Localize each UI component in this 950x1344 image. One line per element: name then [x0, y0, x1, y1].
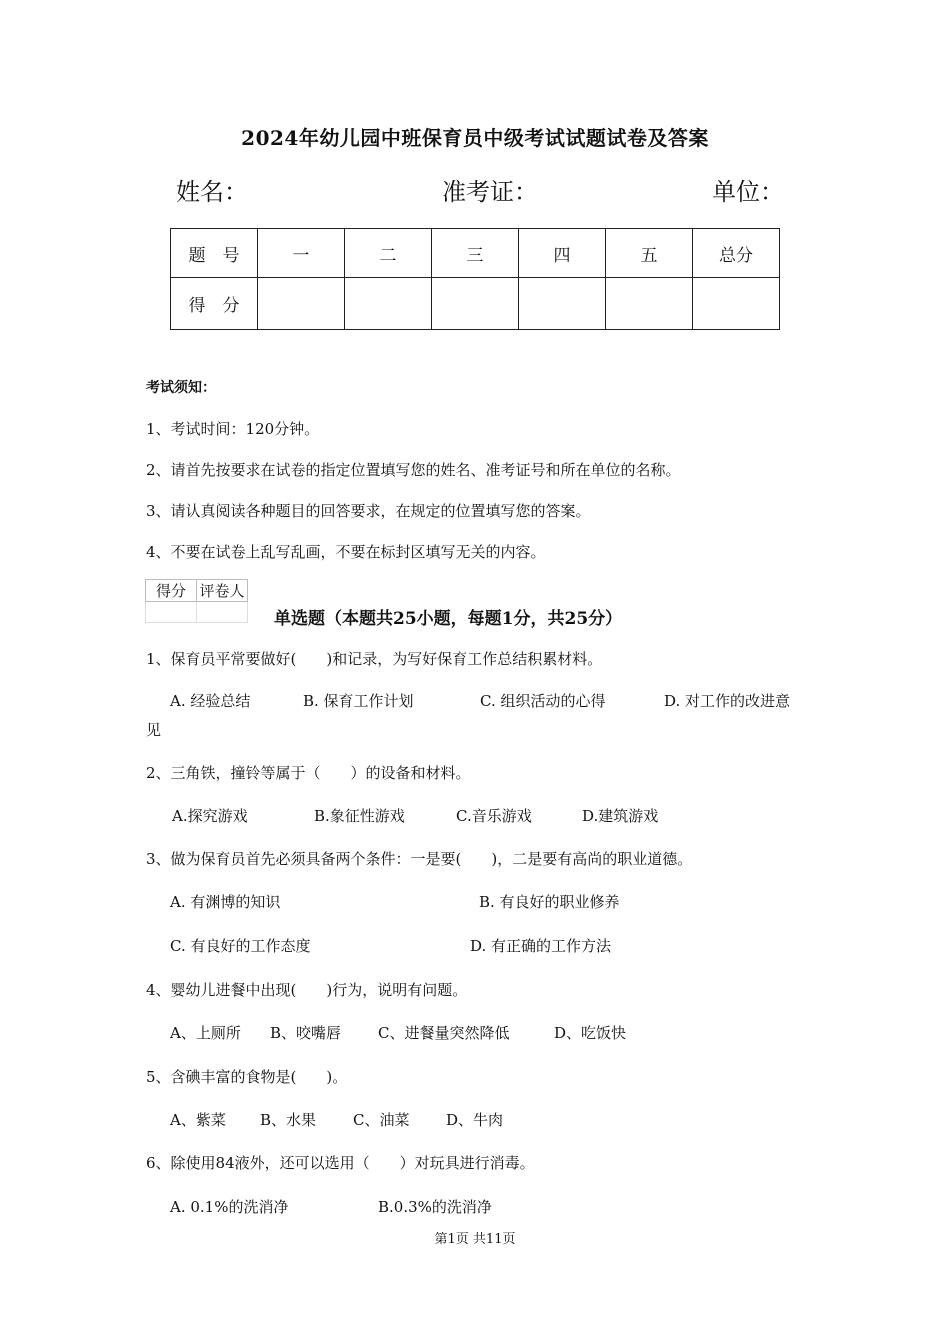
question-6-stem: 6、除使用84液外，还可以选用（ ）对玩具进行消毒。 — [146, 1154, 535, 1172]
question-4-option-c: C、进餐量突然降低 — [378, 1024, 510, 1042]
notice-item-4: 4、不要在试卷上乱写乱画，不要在标封区填写无关的内容。 — [146, 543, 546, 561]
grader-box — [145, 579, 248, 623]
header-cell-1: 一 — [258, 229, 345, 278]
question-4-option-d: D、吃饭快 — [554, 1024, 627, 1042]
score-row-label: 得 分 — [171, 278, 258, 330]
score-cell[interactable] — [258, 278, 345, 330]
score-cell[interactable] — [519, 278, 606, 330]
notice-item-3: 3、请认真阅读各种题目的回答要求，在规定的位置填写您的答案。 — [146, 502, 591, 520]
header-cell-5: 五 — [606, 229, 693, 278]
question-5-option-b: B、水果 — [260, 1111, 317, 1129]
header-cell-total: 总分 — [693, 229, 780, 278]
unit-field-label: 单位： — [712, 178, 784, 206]
question-5-option-a: A、紫菜 — [170, 1111, 226, 1129]
question-5-option-d: D、牛肉 — [446, 1111, 504, 1129]
document-title: 2024年幼儿园中班保育员中级考试试题试卷及答案 — [241, 126, 709, 150]
score-table — [170, 228, 780, 330]
notice-item-2: 2、请首先按要求在试卷的指定位置填写您的姓名、准考证号和所在单位的名称。 — [146, 461, 681, 479]
header-cell-3: 三 — [432, 229, 519, 278]
page-footer: 第1页 共11页 — [434, 1232, 516, 1247]
score-cell-total[interactable] — [693, 278, 780, 330]
grader-score-cell[interactable] — [146, 602, 197, 623]
grader-score-label: 得分 — [146, 580, 197, 602]
grader-name-cell[interactable] — [197, 602, 248, 623]
question-4-option-b: B、咬嘴唇 — [270, 1024, 342, 1042]
header-cell-4: 四 — [519, 229, 606, 278]
score-cell[interactable] — [345, 278, 432, 330]
question-5-option-c: C、油菜 — [353, 1111, 410, 1129]
header-cell-2: 二 — [345, 229, 432, 278]
question-1-option-a: A. 经验总结 — [170, 692, 251, 710]
question-1-option-d-wrap: 见 — [146, 721, 162, 739]
question-4-option-a: A、上厕所 — [170, 1024, 241, 1042]
question-3-option-d: D. 有正确的工作方法 — [470, 937, 612, 955]
question-2-stem: 2、三角铁，撞铃等属于（ ）的设备和材料。 — [146, 764, 471, 782]
notice-heading: 考试须知： — [146, 380, 216, 396]
name-field-label: 姓名： — [176, 178, 248, 206]
question-4-stem: 4、婴幼儿进餐中出现( )行为，说明有问题。 — [146, 981, 468, 999]
grader-name-label: 评卷人 — [197, 580, 248, 602]
notice-item-1: 1、考试时间：120分钟。 — [146, 420, 320, 438]
question-2-option-c: C.音乐游戏 — [456, 807, 532, 825]
exam-number-field-label: 准考证： — [442, 178, 538, 206]
question-2-option-b: B.象征性游戏 — [314, 807, 405, 825]
question-5-stem: 5、含碘丰富的食物是( )。 — [146, 1068, 348, 1086]
question-1-option-b: B. 保育工作计划 — [303, 692, 414, 710]
question-3-option-a: A. 有渊博的知识 — [170, 893, 281, 911]
header-cell-question-number: 题 号 — [171, 229, 258, 278]
question-1-option-d: D. 对工作的改进意 — [664, 692, 791, 710]
question-1-option-c: C. 组织活动的心得 — [480, 692, 606, 710]
question-3-option-b: B. 有良好的职业修养 — [479, 893, 620, 911]
question-6-option-a: A. 0.1%的洗消净 — [170, 1198, 289, 1216]
question-3-stem: 3、做为保育员首先必须具备两个条件：一是要( )，二是要有高尚的职业道德。 — [146, 850, 693, 868]
question-3-option-c: C. 有良好的工作态度 — [170, 937, 311, 955]
score-cell[interactable] — [432, 278, 519, 330]
question-6-option-b: B.0.3%的洗消净 — [378, 1198, 492, 1216]
question-2-option-d: D.建筑游戏 — [582, 807, 659, 825]
question-1-stem: 1、保育员平常要做好( )和记录，为写好保育工作总结积累材料。 — [146, 650, 603, 668]
score-table-header-row — [171, 229, 780, 278]
section-title: 单选题（本题共25小题，每题1分，共25分） — [274, 609, 623, 629]
score-cell[interactable] — [606, 278, 693, 330]
score-table-score-row — [171, 278, 780, 330]
question-2-option-a: A.探究游戏 — [172, 807, 248, 825]
